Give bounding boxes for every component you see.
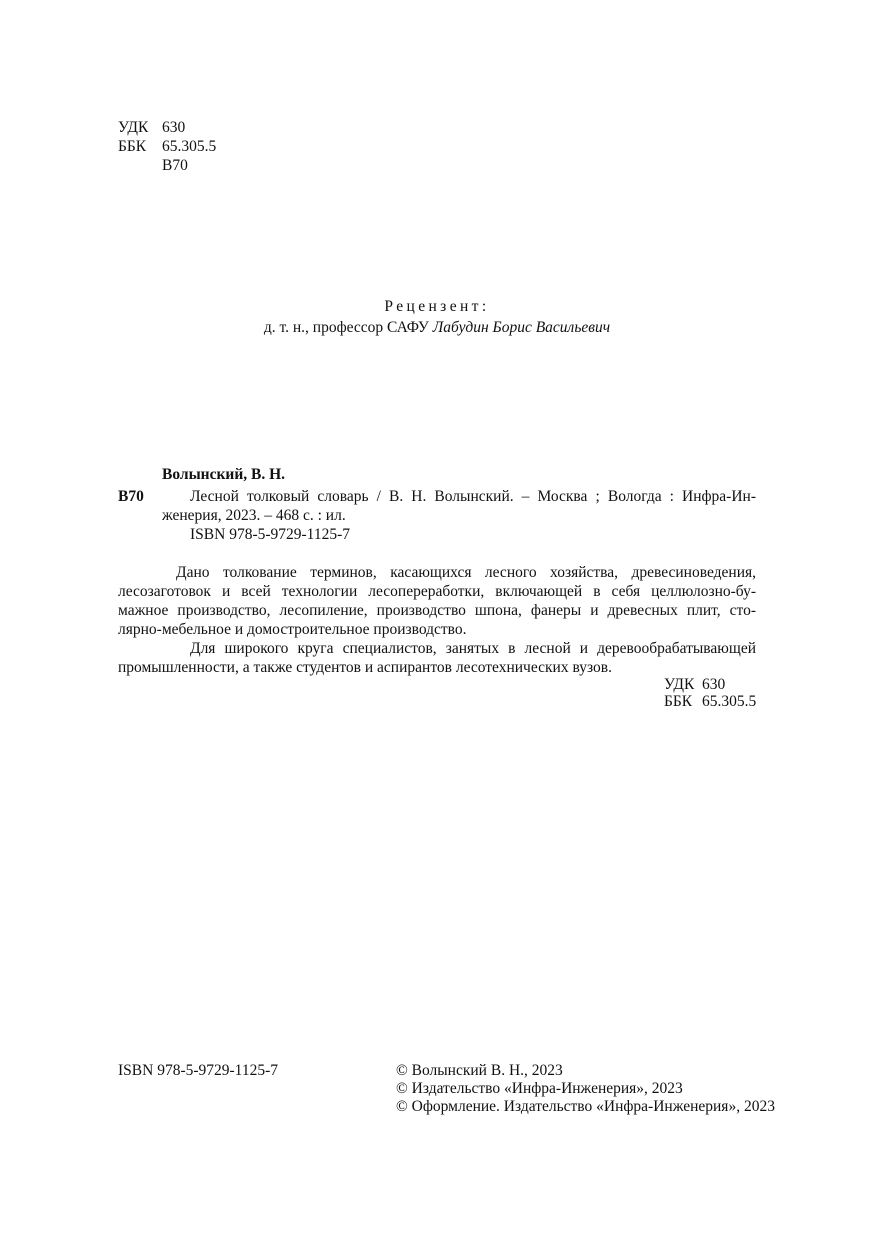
bib-line-1: Лесной толковый словарь / В. Н. Волынский. – Москва ; Вологда : Инфра-Ин- — [190, 488, 756, 505]
abstract-line: мажное производство, лесопиление, производство шпона, фанеры и древесных плит, сто- — [118, 602, 756, 619]
copyright-line: © Волынский В. Н., 2023 — [396, 1062, 563, 1079]
reviewer-credentials: д. т. н., профессор САФУ — [263, 319, 429, 336]
reviewer-heading: Рецензент: — [384, 298, 490, 315]
bbk-label-bottom: ББК — [664, 693, 693, 710]
copyright-line: © Издательство «Инфра-Инженерия», 2023 — [396, 1080, 683, 1097]
bib-author: Волынский, В. Н. — [162, 466, 286, 483]
bib-author-mark: В70 — [118, 488, 144, 505]
footer-isbn: ISBN 978-5-9729-1125-7 — [118, 1062, 279, 1079]
copyright-line: © Оформление. Издательство «Инфра-Инженерия», 2023 — [396, 1098, 775, 1115]
udk-label-bottom: УДК — [664, 676, 695, 693]
bib-line-2: женерия, 2023. – 468 с. : ил. — [162, 507, 346, 524]
author-mark: В70 — [162, 157, 188, 174]
bbk-value-bottom: 65.305.5 — [702, 693, 757, 710]
abstract-line: лярно-мебельное и домостроительное производство. — [118, 621, 467, 638]
reviewer-name: Лабудин Борис Васильевич — [432, 319, 611, 336]
abstract-line: промышленности, а также студентов и аспирантов лесотехнических вузов. — [118, 659, 612, 676]
bbk-label: ББК — [118, 138, 147, 155]
bib-isbn: ISBN 978-5-9729-1125-7 — [190, 526, 351, 543]
abstract-line: Дано толкование терминов, касающихся лесного хозяйства, древесиноведения, — [176, 564, 756, 581]
udk-label: УДК — [118, 119, 149, 136]
reviewer-line — [118, 318, 756, 337]
bbk-row-bottom — [664, 692, 756, 711]
udk-value: 630 — [162, 119, 186, 136]
abstract-line: Для широкого круга специалистов, занятых в лесной и деревообрабатывающей — [190, 640, 756, 657]
udk-value-bottom: 630 — [702, 676, 726, 693]
bbk-value: 65.305.5 — [162, 138, 217, 155]
abstract-line: лесозаготовок и всей технологии лесопереработки, включающей в себя целлюлозно-бу- — [118, 583, 756, 600]
